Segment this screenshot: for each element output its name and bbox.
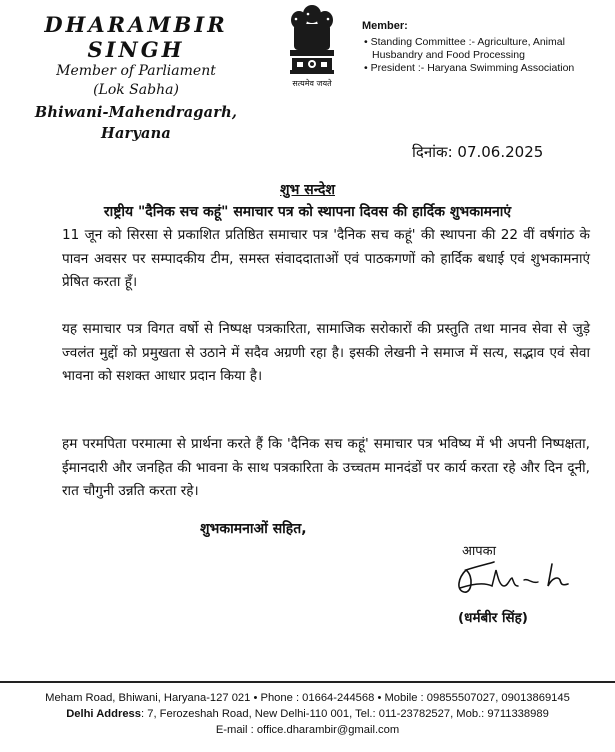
footer-block <box>0 690 615 738</box>
letter-date: दिनांक: 07.06.2025 <box>412 143 544 161</box>
handwritten-signature <box>448 556 578 604</box>
paragraph-3: हम परमपिता परमात्मा से प्रार्थना करते हैं कि 'दैनिक सच कहूं' समाचार पत्र भविष्य में भी अपनी निष्पक्षता, ईमानदारी और जनहित की भावना के साथ पत्रकारिता के उच्चतम मानदंडों पर कार्य करता रहे और दिन दूनी, रात चौगुनी उन्नति करता रहे। <box>62 436 590 499</box>
closing-line: शुभकामनाओं सहित, <box>200 521 307 537</box>
delhi-address-text: : 7, Ferozeshah Road, New Delhi-110 001, Tel.: 011-23782527, Mob.: 9711338989 <box>141 708 549 720</box>
emblem-motto: सत्यमेव जयते <box>292 79 332 88</box>
footer-divider <box>0 681 615 683</box>
mp-role: Member of Parliament <box>56 63 216 79</box>
member-item-committee: • Standing Committee :- Agriculture, Animal Husbandry and Food Processing <box>364 36 565 61</box>
footer-address-bhiwani: Meham Road, Bhiwani, Haryana-127 021 • Phone : 01664-244568 • Mobile : 09855507027, 09013869145 <box>45 692 570 704</box>
paragraph-1: 11 जून को सिरसा से प्रकाशित प्रतिष्ठित समाचार पत्र 'दैनिक सच कहूं' की स्थापना की 22 वीं वर्षगांठ के पावन अवसर पर सम्पादकीय टीम, समस्त संवाददाताओं एवं पाठकगणों को हार्दिक बधाई एवं शुभकामनाएं प्रेषित करता हूँ। <box>62 227 590 290</box>
letter-title: शुभ सन्देश <box>280 182 335 198</box>
signatory-name: (धर्मबीर सिंह) <box>458 610 528 626</box>
letterhead-name-block <box>0 12 272 144</box>
footer-address-delhi <box>0 706 615 722</box>
footer-email: E-mail : office.dharambir@gmail.com <box>215 724 400 736</box>
membership-block <box>362 20 612 75</box>
member-title: Member: <box>362 20 408 32</box>
letter-subtitle: राष्ट्रीय "दैनिक सच कहूं" समाचार पत्र को स्थापना दिवस की हार्दिक शुभकामनाएं <box>103 204 512 220</box>
paragraph-2: यह समाचार पत्र विगत वर्षो से निष्पक्ष पत्रकारिता, सामाजिक सरोकारों की प्रस्तुति तथा मानव सेवा से जुड़े ज्वलंत मुद्दों को प्रमुखता से उठाने में सदैव अग्रणी रहा है। इसकी लेखनी ने समाज में सत्य, सद्भाव एवं सेवा भावना को सशक्त आधार प्रदान किया है। <box>62 321 590 384</box>
yours-label: आपका <box>462 544 497 559</box>
mp-house: (Lok Sabha) <box>93 82 179 98</box>
member-item-president: • President :- Haryana Swimming Association <box>364 62 575 74</box>
mp-name: DHARAMBIR SINGH <box>44 12 228 62</box>
mp-constituency: Bhiwani-Mahendragarh, Haryana <box>34 104 238 142</box>
delhi-address-label: Delhi Address <box>66 708 141 720</box>
